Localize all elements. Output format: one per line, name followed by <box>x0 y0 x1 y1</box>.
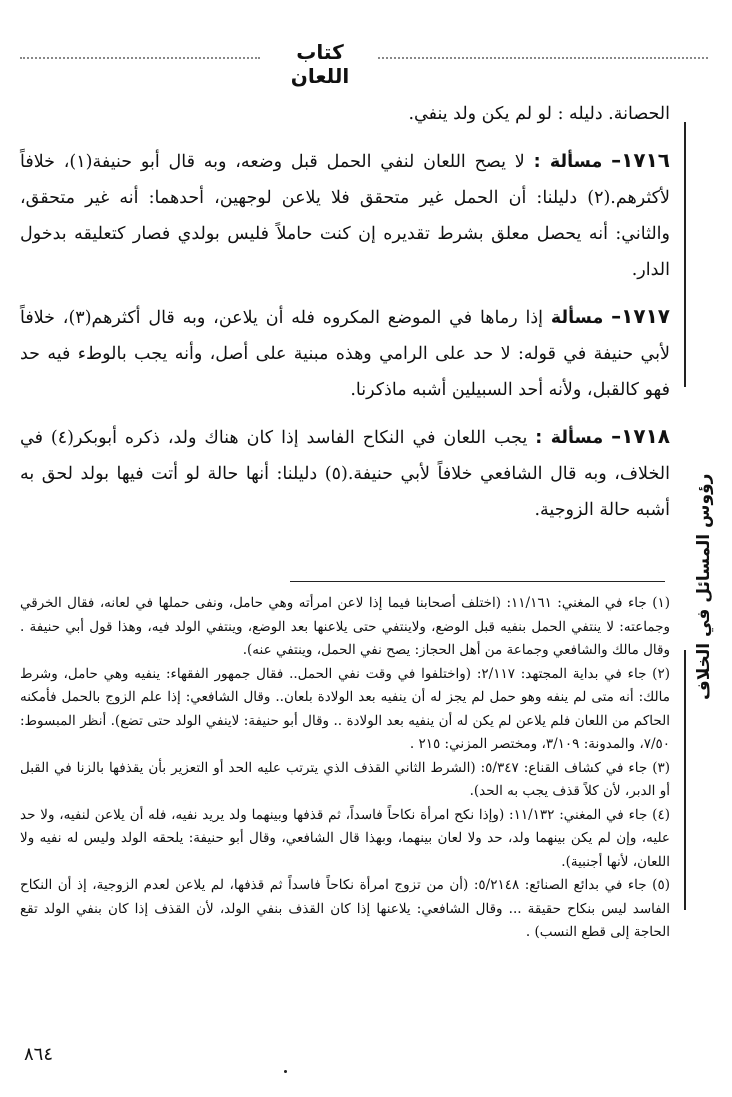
issue-1717 <box>20 298 670 408</box>
paragraph-text: الحصانة. دليله : لو لم يكن ولد ينفي. <box>408 104 670 124</box>
issue-number: ١٧١٨– <box>611 424 670 448</box>
issue-text: لا يصح اللعان لنفي الحمل قبل وضعه، وبه قال أبو حنيفة(١)، خلافاً لأكثرهم.(٢) دليلنا: أن الحمل غير متحقق فلا يلاعن لوجهين، أحدهما: أنه غير متحقق، والثاني: أنه يحصل معلق بشرط تقديره إن كنت حاملاً فليس بولدي فصار كتعليقه بدخول الدار. <box>20 152 670 280</box>
side-rule-top <box>684 122 686 387</box>
issue-1716 <box>20 142 670 288</box>
issue-number: ١٧١٧– <box>611 304 670 328</box>
side-rule-bottom <box>684 650 686 910</box>
footnote-2: (٢) جاء في بداية المجتهد: ٢/١١٧: (واختلفوا في وقت نفي الحمل.. فقال جمهور الفقهاء: ينفيه وهي حامل، وشرط مالك: أنه متى لم ينفه وهو حمل لم يجز له أن ينفيه بعد الولادة بلعان.. وقال الشافعي: إذا علم الزوج بالحمل فأمكنه الحاكم من اللعان فلم يلاعن لم يكن له أن ينفيه بعد الولادة .. وقال أبو حنيفة: لاينفي الولد حتى تضع). أنظر المبسوط: ٧/٥٠، والمدونة: ٣/١٠٩، ومختصر المزني: ٢١٥ . <box>20 665 671 752</box>
footnote-3: (٣) جاء في كشاف القناع: ٥/٣٤٧: (الشرط الثاني القذف الذي يترتب عليه الحد أو التعزير بأن يقذفها بالزنا في القبل أو الدبر، لأن كلاً قذف يجب به الحد). <box>20 759 671 799</box>
main-text <box>20 96 670 538</box>
side-running-title: رؤوس المسائل في الخلاف <box>694 473 714 700</box>
issue-keyword: مسألة : <box>535 428 604 448</box>
issue-keyword: مسألة <box>550 308 604 328</box>
header-rule-left <box>20 57 260 59</box>
paragraph-continuation <box>20 96 670 132</box>
footnote-5: (٥) جاء في بدائع الصنائع: ٥/٢١٤٨: (أن من تزوج امرأة نكاحاً فاسداً ثم قذفها، لم يلاعن لعدم الزوجية، إذ أن النكاح الفاسد ليس بنكاح حقيقة ... وقال الشافعي: يلاعنها إذا كان القذف بنفي الولد، لأن القذف إذا كان بنفي الولد تقع الحاجة إلى قطع النسب) . <box>20 877 670 940</box>
issue-keyword: مسألة : <box>533 152 603 172</box>
footnote-4: (٤) جاء في المغني: ١١/١٣٢: (وإذا نكح امرأة نكاحاً فاسداً، ثم قذفها وبينهما ولد يريد نفيه، فله أن يلاعن لنفيه، ولا حد عليه، وإن لم يكن بينهما ولد، حد ولا لعان بينهما، وبهذا قال الشافعي، وقال أبو حنيفة: يلحقه الولد وليس له نفيه ولا اللعان، لأنها أجنبية). <box>20 806 670 870</box>
page-header-title: كتاب اللعان <box>290 40 350 88</box>
scan-dot <box>284 1070 287 1073</box>
footnote-1: (١) جاء في المغني: ١١/١٦١: (اختلف أصحابنا فيما إذا لاعن امرأته وهي حامل، ونفى حملها في لعانه، فقال الخرقي وجماعته: لا ينتفي الحمل بنفيه قبل الوضع، ولاينتفي حتى يلاعنها بعد الوضع، وينتفي الولد فيه، وهذا قول أبي حنيفة . وقال مالك والشافعي وجماعة من أهل الحجاز: يصح نفي الحمل، وينتفي عنه). <box>20 595 671 658</box>
issue-text: إذا رماها في الموضع المكروه فله أن يلاعن، وبه قال أكثرهم(٣)، خلافاً لأبي حنيفة في قوله: لا حد على الرامي وهذه مبنية على أصل، وأنه يجب بالوطء فيه حد فهو كالقبل، ولأنه أحد السبيلين أشبه ماذكرنا. <box>20 308 670 400</box>
footnotes <box>20 592 670 945</box>
footnote-separator <box>290 581 665 582</box>
issue-1718 <box>20 418 670 528</box>
issue-number: ١٧١٦– <box>611 148 670 172</box>
page-number: ٨٦٤ <box>24 1044 54 1065</box>
header-rule-right <box>378 57 708 59</box>
issue-text: يجب اللعان في النكاح الفاسد إذا كان هناك ولد، ذكره أبوبكر(٤) في الخلاف، وبه قال الشافعي خلافاً لأبي حنيفة.(٥) دليلنا: أنها حالة لو أتت فيها بولد لحق به أشبه حالة الزوجية. <box>20 428 670 520</box>
